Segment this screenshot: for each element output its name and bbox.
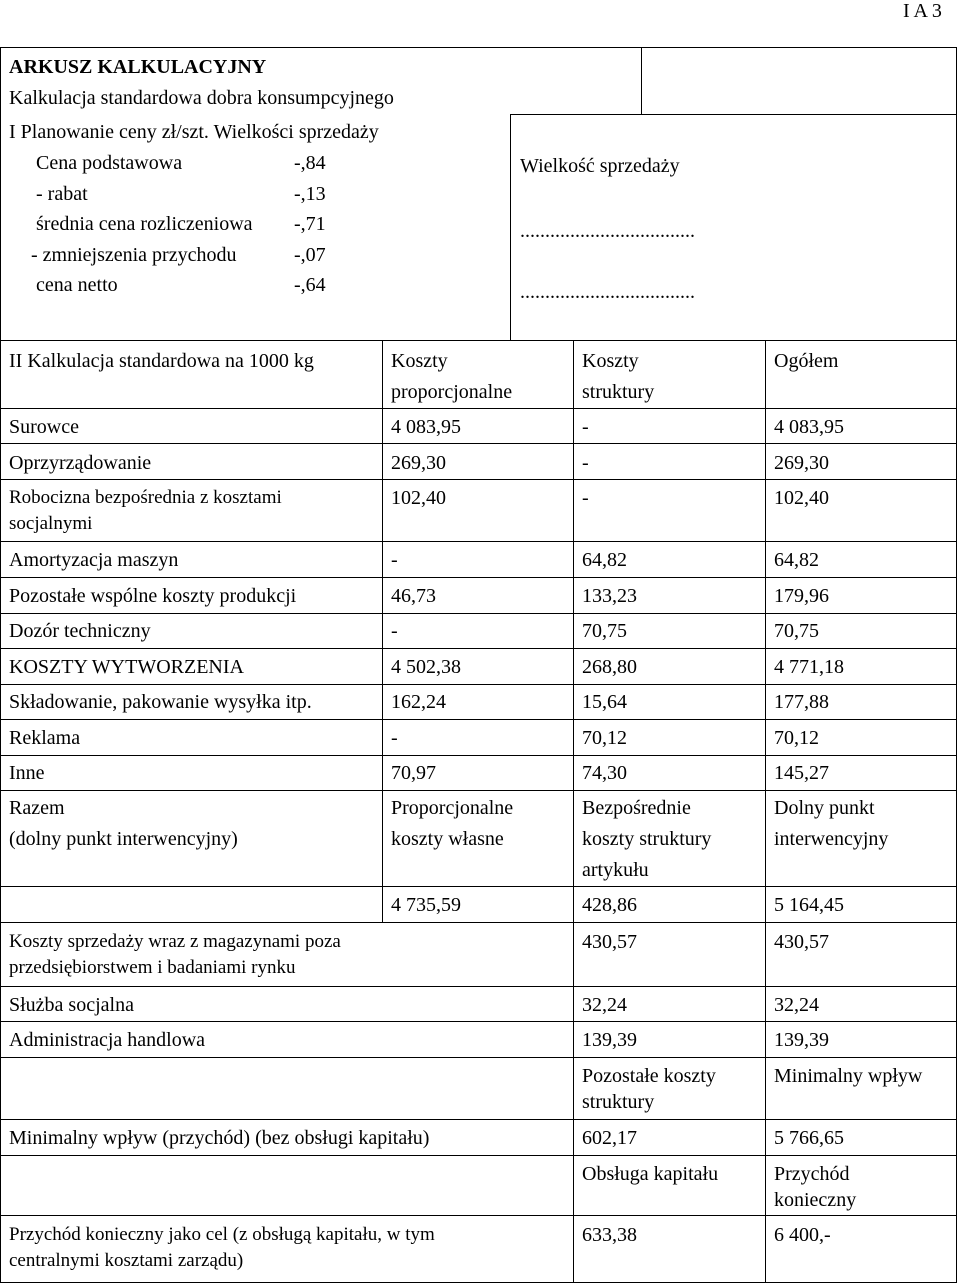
col-subheader: Obsługa kapitału	[582, 1163, 719, 1185]
col-subheader: konieczny	[774, 1189, 857, 1211]
cell-total: 4 771,18	[774, 656, 844, 678]
cell-total: 6 400,-	[774, 1224, 831, 1246]
cell-prop: -	[391, 620, 398, 642]
col-subheader: Proporcjonalne	[391, 797, 514, 819]
price-label: - rabat	[36, 183, 88, 205]
row-label: Administracja handlowa	[9, 1029, 206, 1051]
row-label: Oprzyrządowanie	[9, 452, 152, 474]
price-label: Cena podstawowa	[36, 152, 183, 174]
row-label: Składowanie, pakowanie wysyłka itp.	[9, 691, 312, 713]
cell-struct: 64,82	[582, 549, 627, 571]
col-subheader: struktury	[582, 1091, 655, 1113]
cell-struct: 32,24	[582, 994, 627, 1016]
cell-total: 5 766,65	[774, 1127, 844, 1149]
sales-volume-dots: ...................................	[520, 220, 695, 242]
page-id: I A 3	[903, 0, 942, 22]
cell-total: 179,96	[774, 585, 829, 607]
cell-struct: 70,12	[582, 727, 627, 749]
row-label: Przychód konieczny jako cel (z obsługą kapitału, w tym	[9, 1224, 435, 1245]
col-subheader: koszty własne	[391, 828, 504, 850]
col-subheader: Bezpośrednie	[582, 797, 691, 819]
cell-total: 430,57	[774, 931, 829, 953]
row-label: socjalnymi	[9, 513, 93, 534]
sales-volume-label: Wielkość sprzedaży	[520, 155, 680, 177]
col-subheader: Dolny punkt	[774, 797, 875, 819]
col-subheader: Przychód	[774, 1163, 850, 1185]
price-value: -,13	[294, 183, 326, 205]
row-label: Amortyzacja maszyn	[9, 549, 179, 571]
price-value: -,84	[294, 152, 326, 174]
row-label: przedsiębiorstwem i badaniami rynku	[9, 957, 296, 978]
cell-struct: 268,80	[582, 656, 637, 678]
price-label: cena netto	[36, 274, 118, 296]
price-label: średnia cena rozliczeniowa	[36, 213, 253, 235]
row-label: (dolny punkt interwencyjny)	[9, 828, 238, 850]
row-label: KOSZTY WYTWORZENIA	[9, 656, 244, 678]
cell-total: 269,30	[774, 452, 829, 474]
col-header-total: Ogółem	[774, 350, 839, 372]
row-label: centralnymi kosztami zarządu)	[9, 1250, 244, 1271]
cell-struct: 428,86	[582, 894, 637, 916]
cell-struct: 133,23	[582, 585, 637, 607]
row-label: Koszty sprzedaży wraz z magazynami poza	[9, 931, 341, 952]
cell-total: 32,24	[774, 994, 819, 1016]
cell-prop: 269,30	[391, 452, 446, 474]
row-label: Razem	[9, 797, 65, 819]
col-subheader: koszty struktury	[582, 828, 712, 850]
cell-struct: 74,30	[582, 762, 627, 784]
cell-struct: 633,38	[582, 1224, 637, 1246]
cell-total: 70,12	[774, 727, 819, 749]
cell-total: 5 164,45	[774, 894, 844, 916]
cell-total: 177,88	[774, 691, 829, 713]
cell-prop: 4 735,59	[391, 894, 461, 916]
cell-prop: 46,73	[391, 585, 436, 607]
cell-struct: -	[582, 416, 589, 438]
col-subheader: Pozostałe koszty	[582, 1065, 716, 1087]
price-value: -,71	[294, 213, 326, 235]
cell-struct: 139,39	[582, 1029, 637, 1051]
row-label: Reklama	[9, 727, 81, 749]
cell-prop: 4 502,38	[391, 656, 461, 678]
cell-struct: 602,17	[582, 1127, 637, 1149]
row-label: Surowce	[9, 416, 79, 438]
cell-total: 4 083,95	[774, 416, 844, 438]
col-subheader: artykułu	[582, 859, 649, 881]
table-heading: II Kalkulacja standardowa na 1000 kg	[9, 350, 314, 372]
cell-struct: -	[582, 452, 589, 474]
row-label: Pozostałe wspólne koszty produkcji	[9, 585, 297, 607]
row-label: Inne	[9, 762, 45, 784]
cell-total: 139,39	[774, 1029, 829, 1051]
price-value: -,07	[294, 244, 326, 266]
row-label: Dozór techniczny	[9, 620, 151, 642]
cell-prop: 4 083,95	[391, 416, 461, 438]
row-label: Robocizna bezpośrednia z kosztami	[9, 487, 282, 508]
cell-prop: 102,40	[391, 487, 446, 509]
price-label: - zmniejszenia przychodu	[31, 244, 237, 266]
row-label: Służba socjalna	[9, 994, 134, 1016]
section-1-heading: I Planowanie ceny zł/szt. Wielkości sprzedaży	[9, 121, 379, 143]
cell-struct: -	[582, 487, 589, 509]
sheet-title: ARKUSZ KALKULACYJNY	[9, 56, 267, 78]
cell-total: 64,82	[774, 549, 819, 571]
sales-volume-dots: ...................................	[520, 281, 695, 303]
col-header-structure: Koszty	[582, 350, 639, 372]
col-header-structure: struktury	[582, 381, 655, 403]
col-subheader: interwencyjny	[774, 828, 889, 850]
cell-struct: 70,75	[582, 620, 627, 642]
cell-struct: 430,57	[582, 931, 637, 953]
cell-total: 145,27	[774, 762, 829, 784]
row-label: Minimalny wpływ (przychód) (bez obsługi kapitału)	[9, 1127, 430, 1149]
cell-prop: 162,24	[391, 691, 446, 713]
col-header-proportional: proporcjonalne	[391, 381, 513, 403]
price-value: -,64	[294, 274, 326, 296]
cell-prop: -	[391, 727, 398, 749]
cell-struct: 15,64	[582, 691, 627, 713]
cell-prop: -	[391, 549, 398, 571]
cell-total: 102,40	[774, 487, 829, 509]
cell-total: 70,75	[774, 620, 819, 642]
col-header-proportional: Koszty	[391, 350, 448, 372]
sheet-subtitle: Kalkulacja standardowa dobra konsumpcyjnego	[9, 87, 394, 109]
col-subheader: Minimalny wpływ	[774, 1065, 923, 1087]
cell-prop: 70,97	[391, 762, 436, 784]
